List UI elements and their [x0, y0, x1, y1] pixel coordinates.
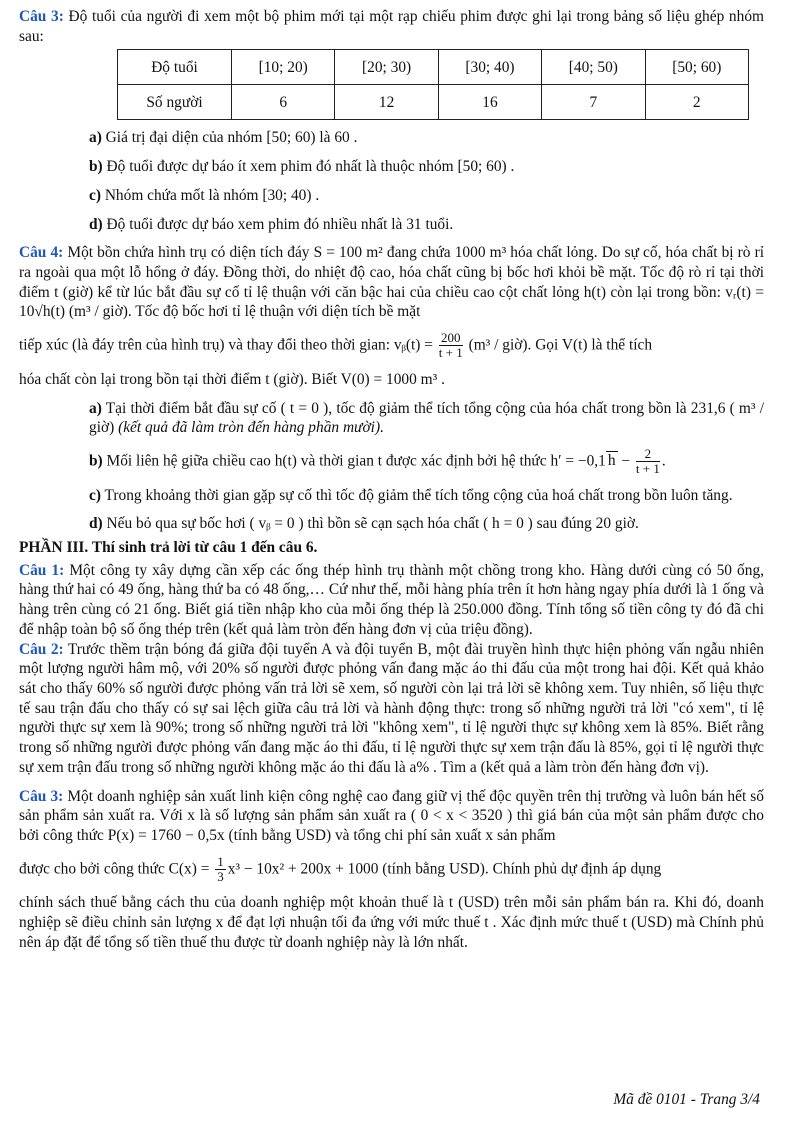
option-label: b) [89, 158, 103, 176]
fraction-denominator: t + 1 [438, 345, 463, 361]
question-4-line2 [19, 331, 764, 361]
fraction-numerator: 200 [439, 331, 463, 346]
part3-question-3-tax [19, 893, 764, 952]
option-text: Tại thời điểm bắt đầu sự cố ( t = 0 ), tốc độ giảm thể tích tổng cộng của hóa chất trong bồn là 231,6 ( m³ / giờ) [89, 399, 764, 437]
part3-question-2-label: Câu 2: [19, 640, 64, 658]
option-label: b) [89, 452, 103, 470]
part3-question-2 [19, 640, 764, 778]
fraction-denominator: t + 1 [635, 461, 660, 477]
part3-question-1-label: Câu 1: [19, 561, 65, 579]
part-3-title: PHẦN III. Thí sinh trả lời từ câu 1 đến câu 6. [19, 538, 318, 556]
option-text: Mối liên hệ giữa chiều cao h(t) và thời gian t được xác định bởi hệ thức h′ = −0,1 [102, 452, 606, 470]
question-3 [19, 7, 764, 46]
table-row [118, 85, 749, 120]
question-4-unit: (m³ / giờ). Tốc độ bốc hơi tỉ lệ thuận với diện tích bề mặt [65, 303, 421, 321]
option-label: c) [89, 186, 101, 204]
part3-question-1 [19, 561, 764, 640]
q3-option-a [89, 128, 764, 148]
fraction-denominator: 3 [217, 869, 224, 885]
q4-option-a [89, 399, 764, 438]
part3-question-1-text: Một công ty xây dựng cần xếp các ống thép hình trụ thành một chồng trong kho. Hàng dưới cùng có 50 ống, hàng thứ hai có 49 ống, hàng thứ ba có 48 ống,… Cứ như thế, mỗi hàng phía trên ít hơn hàng ngay phía dưới là 1 ống và hàng trên cùng có 21 ống. Biết giá tiền nhập kho của mỗi ống thép là 250.000 đồng. Tính tổng số tiền công ty đó đã chi để nhập toàn bộ số ống thép trên (kết quả làm tròn đến hàng đơn vị của triệu đồng). [19, 561, 764, 638]
table-cell: [30; 40) [438, 50, 541, 85]
cost-fraction [215, 855, 226, 885]
question-4 [19, 243, 764, 322]
option-text: Độ tuổi được dự báo ít xem phim đó nhất là thuộc nhóm [50; 60) . [102, 158, 515, 176]
option-text: Độ tuổi được dự báo xem phim đó nhiều nhất là 31 tuổi. [102, 215, 454, 233]
question-4-volume: hóa chất còn lại trong bồn tại thời điểm t (giờ). Biết V(0) = 1000 m³ . [19, 370, 445, 388]
q4-option-d [89, 514, 764, 534]
option-text: Trong khoảng thời gian gặp sự cố thì tốc độ giảm thể tích tổng cộng của hoá chất trong bồn luôn tăng. [100, 486, 733, 504]
part3-question-2-text: Trước thềm trận bóng đá giữa đội tuyển A và đội tuyển B, một đài truyền hình thực hiện phỏng vấn ngẫu nhiên một lượng người hâm mộ, với 20% số người được phỏng vấn đang mặc áo thi đấu của một trong hai đội. Kết quả khảo sát cho thấy 60% số người được phỏng vấn trả lời sẽ xem, số người còn lại trả lời sẽ không xem. Tuy nhiên, số liệu thực tế sau trận đấu cho thấy có sự sai lệch giữa câu trả lời và hành động thực: trong số những người trả lời "có xem", tỉ lệ người thực sự xem là 90%; trong số những người trả lời "không xem", tỉ lệ người thực sự không xem là 85%. Biết rằng trong số những người được phỏng vấn đang mặc áo thi đấu, tỉ lệ người thực sự xem trận đấu là 85%, gọi tỉ lệ người thực sự xem trận đấu trong số những người không mặc áo thi đấu là a% . Tìm a (kết quả a làm tròn đến hàng đơn vị). [19, 640, 764, 776]
table-cell: [10; 20) [232, 50, 335, 85]
leak-rate-formula: vᵣ(t) = 10√h(t) [19, 283, 764, 321]
cost-formula-pre: được cho bởi công thức C(x) = [19, 860, 214, 878]
table-cell: [40; 50) [542, 50, 645, 85]
option-b-fraction [636, 447, 660, 477]
table-cell: [50; 60) [645, 50, 748, 85]
question-4-line3 [19, 370, 764, 390]
age-table [117, 49, 749, 120]
q4-option-c [89, 486, 764, 506]
question-4-label: Câu 4: [19, 244, 64, 262]
evap-formula-pre: tiếp xúc (là đáy trên của hình trụ) và thay đổi theo thời gian: vᵦ(t) = [19, 336, 437, 354]
table-row [118, 50, 749, 85]
evap-fraction [439, 331, 463, 361]
table-cell: 16 [438, 85, 541, 120]
option-text: Giá trị đại diện của nhóm [50; 60) là 60 . [101, 129, 358, 147]
option-label: d) [89, 515, 103, 533]
part3-question-3-label: Câu 3: [19, 787, 64, 805]
option-text: Nếu bỏ qua sự bốc hơi ( vᵦ = 0 ) thì bồn sẽ cạn sạch hóa chất ( h = 0 ) sau đúng 20 giờ. [102, 515, 639, 533]
tax-text: chính sách thuế bằng cách thu của doanh nghiệp một khoản thuế là t (USD) trên mỗi sản phẩm bán ra. Khi đó, doanh nghiệp sẽ điều chỉnh sản lượng x để đạt lợi nhuận tối đa ứng với mức thuế t . Xác định mức thuế t (USD) mà Chính phủ nên áp đặt để tổng số tiền thuế thu được từ doanh nghiệp này là lớn nhất. [19, 894, 764, 951]
table-header-age: Độ tuổi [118, 50, 232, 85]
table-header-count: Số người [118, 85, 232, 120]
option-label: a) [89, 129, 102, 147]
q3-option-c [89, 186, 764, 206]
option-label: d) [89, 215, 103, 233]
option-note: (kết quả đã làm tròn đến hàng phần mười). [118, 419, 384, 437]
part3-question-3 [19, 787, 764, 846]
q4-option-b [89, 447, 764, 477]
fraction-numerator: 2 [636, 447, 660, 462]
page-footer: Mã đề 0101 - Trang 3/4 [613, 1091, 760, 1109]
part3-question-3-cost [19, 855, 764, 885]
cost-formula-post: x³ − 10x² + 200x + 1000 (tính bằng USD). Chính phủ dự định áp dụng [227, 860, 662, 878]
option-text-end: . [661, 452, 666, 470]
question-3-label: Câu 3: [19, 8, 64, 25]
evap-formula-post: (m³ / giờ). Gọi V(t) là thể tích [464, 336, 653, 354]
table-cell: 6 [232, 85, 335, 120]
table-cell: 2 [645, 85, 748, 120]
table-cell: 7 [542, 85, 645, 120]
option-text: Nhóm chứa mốt là nhóm [30; 40) . [100, 186, 320, 204]
q3-option-d [89, 215, 764, 235]
question-3-text: Độ tuổi của người đi xem một bộ phim mới tại một rạp chiếu phim được ghi lại trong bảng số liệu ghép nhóm sau: [19, 8, 764, 45]
fraction-numerator: 1 [217, 853, 224, 869]
question-4-text: Một bồn chứa hình trụ có diện tích đáy S = 100 m² đang chứa 1000 m³ hóa chất lỏng. Do sự cố, hóa chất bị rò rỉ ra ngoài qua một lỗ hổng ở đáy. Đồng thời, do nhiệt độ cao, hóa chất cũng bị bốc hơi khỏi bề mặt. Tốc độ rò rỉ tại thời điểm t (giờ) kể từ lúc bắt đầu sự cố tỉ lệ thuận với căn bậc hai của chiều cao cột chất lỏng h(t) còn lại trong bồn: [19, 244, 764, 301]
table-cell: 12 [335, 85, 438, 120]
option-label: a) [89, 399, 102, 417]
option-text-mid: − [617, 452, 634, 470]
table-cell: [20; 30) [335, 50, 438, 85]
sqrt-h: h [607, 452, 616, 470]
part3-question-3-text: Một doanh nghiệp sản xuất linh kiện công nghệ cao đang giữ vị thế độc quyền trên thị trường và luôn bán hết số sản phẩm sản xuất ra. Với x là số lượng sản phẩm sản xuất ra ( 0 < x < 3520 ) thì giá bán của một sản phẩm được cho bởi công thức P(x) = 1760 − 0,5x (tính bằng USD) và tổng chi phí sản xuất x sản phẩm [19, 787, 764, 845]
option-label: c) [89, 486, 101, 504]
q3-option-b [89, 157, 764, 177]
